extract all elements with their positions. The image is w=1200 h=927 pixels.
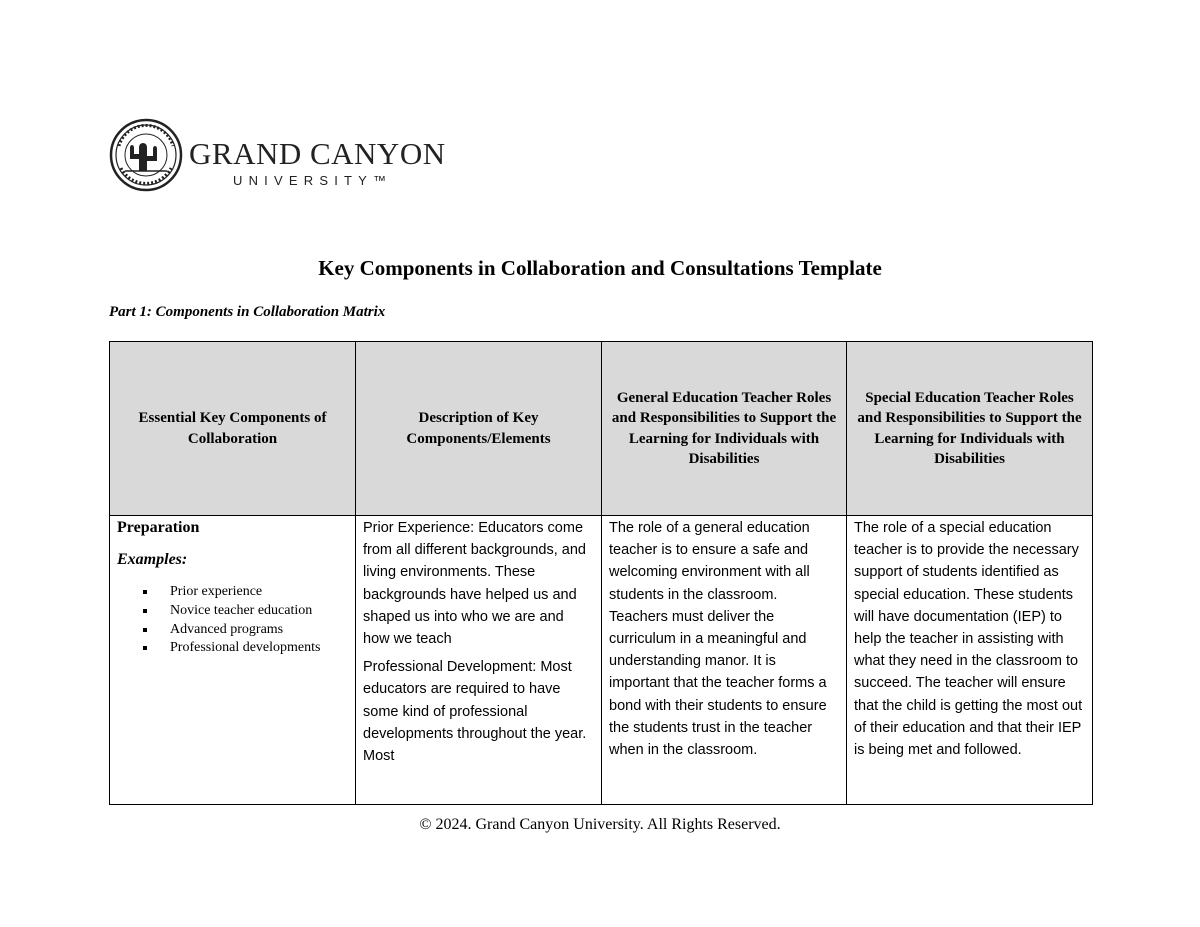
logo-name-main: GRAND CANYON [189, 136, 446, 171]
collaboration-matrix-table [109, 341, 1093, 805]
general-education-cell [602, 516, 847, 805]
header-general-education: General Education Teacher Roles and Responsibilities to Support the Learning for Individuals with Disabilities [602, 342, 847, 516]
special-education-cell [847, 516, 1093, 805]
list-item: Novice teacher education [143, 602, 348, 621]
examples-label: Examples: [117, 551, 188, 568]
examples-list [117, 583, 348, 658]
header-description: Description of Key Components/Elements [356, 342, 602, 516]
university-logo [109, 116, 446, 196]
header-special-education: Special Education Teacher Roles and Responsibilities to Support the Learning for Individuals with Disabilities [847, 342, 1093, 516]
table-header-row [110, 342, 1093, 516]
copyright-footer: © 2024. Grand Canyon University. All Rights Reserved. [419, 816, 781, 833]
description-cell [356, 516, 602, 805]
component-name: Preparation [117, 519, 200, 536]
list-item: Professional developments [143, 639, 348, 658]
component-cell [110, 516, 356, 805]
table-row [110, 516, 1093, 805]
description-paragraph: Prior Experience: Educators come from all different backgrounds, and living environments. These backgrounds have helped us and shaped us into who we are and how we teach [363, 520, 587, 648]
list-item: Prior experience [143, 583, 348, 602]
header-key-components: Essential Key Components of Collaboration [110, 342, 356, 516]
part-title: Part 1: Components in Collaboration Matrix [109, 304, 386, 320]
document-title: Key Components in Collaboration and Consultations Template [318, 256, 882, 280]
university-seal-icon [109, 116, 183, 194]
special-education-text: The role of a special education teacher is to provide the necessary support of students identified as special education. These students will have documentation (IEP) to help the teacher in assisting with what they need in the classroom to succeed. The teacher will ensure that the child is getting the most out of their education and that their IEP is being met and followed. [854, 520, 1083, 759]
general-education-text: The role of a general education teacher is to ensure a safe and welcoming environment with all students in the classroom. Teachers must deliver the curriculum in a meaningful and understanding manor. It is important that the teacher forms a bond with their students to ensure the students trust in the teacher when in the classroom. [609, 520, 827, 759]
logo-name-sub: UNIVERSITY™ [233, 173, 393, 188]
description-paragraph: Professional Development: Most educators are required to have some kind of professional developments throughout the year. Most [363, 659, 587, 765]
list-item: Advanced programs [143, 621, 348, 640]
